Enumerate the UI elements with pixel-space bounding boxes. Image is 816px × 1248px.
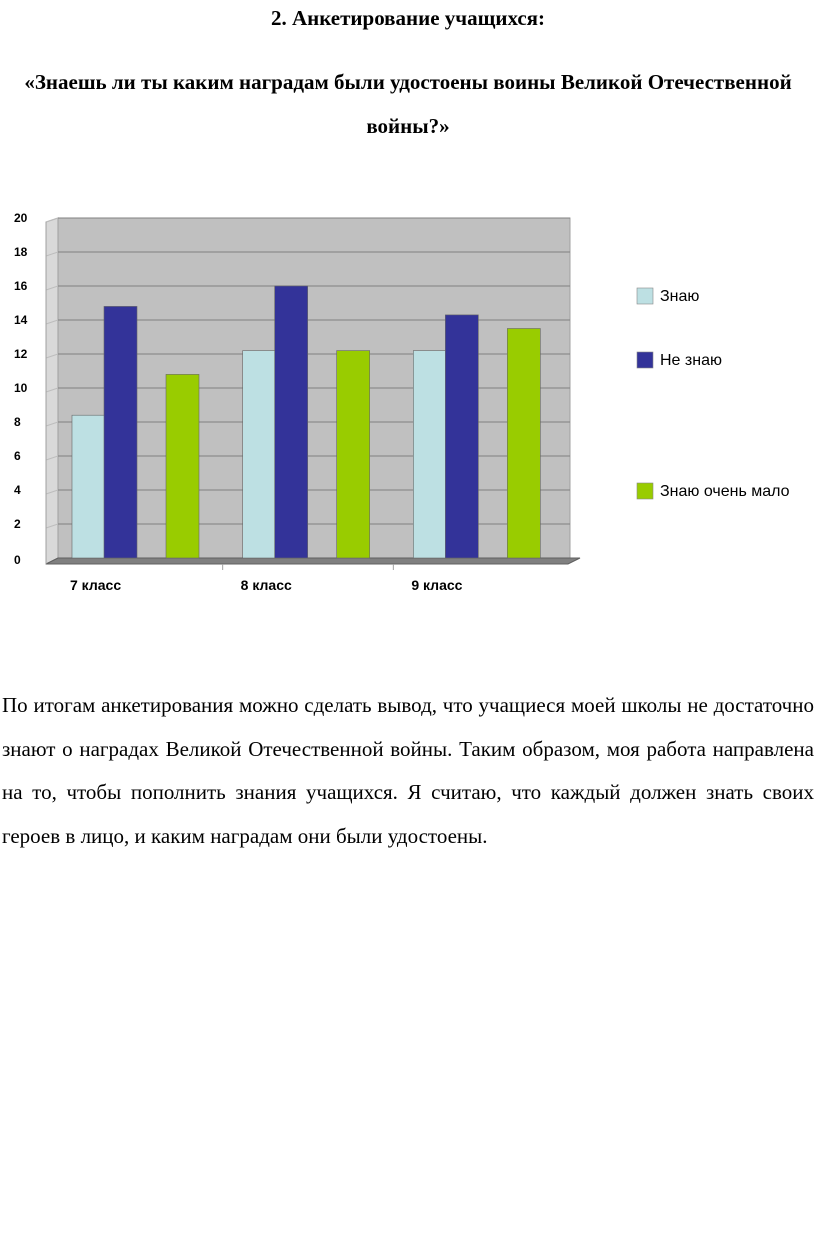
- bar-chart: [0, 200, 816, 610]
- bar: [104, 306, 137, 558]
- y-tick-label: 4: [14, 483, 21, 497]
- bar: [275, 286, 308, 558]
- y-tick-label: 2: [14, 517, 21, 531]
- y-tick-label: 10: [14, 381, 28, 395]
- section-heading: 2. Анкетирование учащихся:: [270, 6, 546, 30]
- y-tick-label: 0: [14, 553, 21, 567]
- legend-swatch: [637, 288, 653, 304]
- y-tick-label: 18: [14, 245, 28, 259]
- y-tick-label: 16: [14, 279, 28, 293]
- x-category-label: 7 класс: [70, 577, 122, 593]
- bar-chart-svg: [0, 200, 816, 610]
- x-category-label: 8 класс: [240, 577, 292, 593]
- y-tick-label: 20: [14, 211, 28, 225]
- bar: [445, 315, 478, 558]
- legend-label: Знаю: [660, 288, 700, 305]
- conclusion-paragraph: По итогам анкетирования можно сделать вывод, что учащиеся моей школы не достаточно знают о наградах Великой Отечественной войны. Таким образом, моя работа направлена на то, чтобы пополнить знания учащихся. Я считаю, что каждый должен знать своих героев в лицо, и каким наградам они были удостоены.: [2, 693, 814, 848]
- plot-floor: [46, 558, 580, 564]
- bar: [337, 351, 370, 558]
- legend-label: Не знаю: [660, 352, 722, 369]
- y-tick-label: 6: [14, 449, 21, 463]
- survey-question: «Знаешь ли ты каким наградам были удостоены воины Великой Отечественной войны?»: [24, 70, 792, 138]
- y-tick-label: 8: [14, 415, 21, 429]
- legend-swatch: [637, 352, 653, 368]
- legend-label: Знаю очень мало: [660, 483, 790, 500]
- bar: [243, 351, 276, 558]
- x-category-label: 9 класс: [411, 577, 463, 593]
- y-tick-label: 12: [14, 347, 28, 361]
- bar: [166, 374, 199, 558]
- legend-swatch: [637, 483, 653, 499]
- bar: [413, 351, 446, 558]
- bar: [72, 415, 105, 558]
- bar: [507, 329, 540, 559]
- y-tick-label: 14: [14, 313, 28, 327]
